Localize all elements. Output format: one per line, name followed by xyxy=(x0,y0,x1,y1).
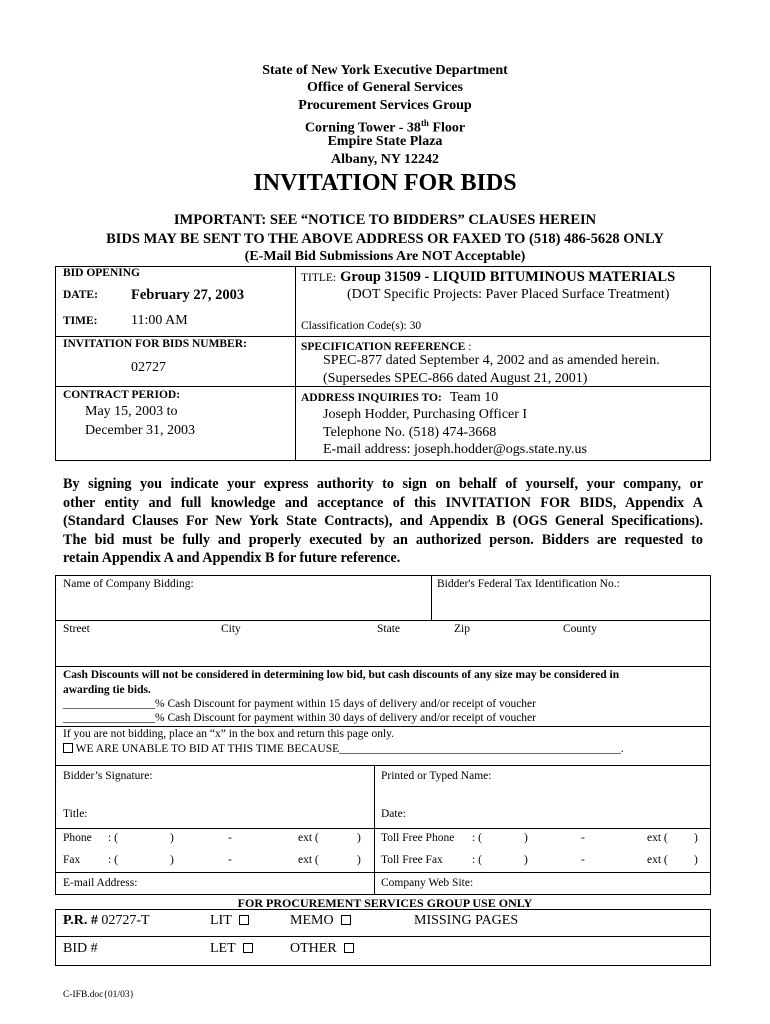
state-field[interactable]: State xyxy=(377,623,400,635)
office-name: Office of General Services xyxy=(307,80,463,95)
group-name: Procurement Services Group xyxy=(298,98,472,113)
email-field[interactable]: E-mail Address: xyxy=(63,877,138,889)
street-field[interactable]: Street xyxy=(63,623,90,635)
plaza-line: Empire State Plaza xyxy=(327,134,443,149)
page-title: INVITATION FOR BIDS xyxy=(253,170,517,196)
spec-line-1: SPEC-877 dated September 4, 2002 and as amended herein. xyxy=(323,353,660,368)
ifb-number: 02727 xyxy=(131,360,166,375)
memo-option: MEMO xyxy=(290,913,351,929)
notice-important: IMPORTANT: SEE “NOTICE TO BIDDERS” CLAUSES HEREIN xyxy=(173,212,597,228)
city-line: Albany, NY 12242 xyxy=(330,152,439,167)
city-field[interactable]: City xyxy=(221,623,241,635)
let-checkbox[interactable] xyxy=(243,943,253,953)
company-name-field[interactable]: Name of Company Bidding: xyxy=(63,578,194,590)
notice-fax: BIDS MAY BE SENT TO THE ABOVE ADDRESS OR FAXED TO (518) 486-5628 ONLY xyxy=(106,231,664,247)
bid-title-sub: (DOT Specific Projects: Paver Placed Surface Treatment) xyxy=(347,287,670,302)
contact-phone: Telephone No. (518) 474-3668 xyxy=(323,425,497,440)
contract-start: May 15, 2003 to xyxy=(85,404,178,419)
missing-pages: MISSING PAGES xyxy=(414,913,519,928)
office-use-box xyxy=(55,909,711,966)
printed-name-field[interactable]: Printed or Typed Name: xyxy=(381,770,492,782)
time-label: TIME: xyxy=(63,315,98,327)
memo-checkbox[interactable] xyxy=(341,915,351,925)
classification-code: Classification Code(s): 30 xyxy=(301,320,422,332)
county-field[interactable]: County xyxy=(563,623,597,635)
unable-to-bid: WE ARE UNABLE TO BID AT THIS TIME BECAUSE_________________________________________________. xyxy=(63,743,624,755)
cash-discount-30-field[interactable]: ________________% Cash Discount for payment within 30 days of delivery and/or receipt of voucher xyxy=(63,712,536,724)
pr-number: P.R. # 02727-T xyxy=(63,913,150,928)
zip-field[interactable]: Zip xyxy=(454,623,470,635)
signature-field[interactable]: Bidder’s Signature: xyxy=(63,770,153,782)
contact-name: Joseph Hodder, Purchasing Officer I xyxy=(323,407,528,422)
ifb-number-label: INVITATION FOR BIDS NUMBER: xyxy=(63,338,247,350)
website-field[interactable]: Company Web Site: xyxy=(381,877,474,889)
building-line: Corning Tower - 38th Floor xyxy=(304,118,466,136)
inquiries-label: ADDRESS INQUIRIES TO: Team 10 xyxy=(301,390,499,405)
date-label: DATE: xyxy=(63,289,98,301)
bid-title: TITLE: Group 31509 - LIQUID BITUMINOUS MATERIALS xyxy=(301,269,676,285)
contract-end: December 31, 2003 xyxy=(85,423,196,438)
cash-discount-note-cont: awarding tie bids. xyxy=(63,684,151,696)
unable-to-bid-checkbox[interactable] xyxy=(63,743,73,753)
contract-period-label: CONTRACT PERIOD: xyxy=(63,389,181,401)
other-checkbox[interactable] xyxy=(344,943,354,953)
office-use-heading: FOR PROCUREMENT SERVICES GROUP USE ONLY xyxy=(237,896,533,910)
cash-discount-note: Cash Discounts will not be considered in determining low bid, but cash discounts of any size may be considered in xyxy=(63,669,620,681)
lit-option: LIT xyxy=(210,913,249,929)
tax-id-field[interactable]: Bidder's Federal Tax Identification No.: xyxy=(437,578,620,590)
footer-doc-id: C-IFB.doc{01/03} xyxy=(63,990,135,1000)
bid-time: 11:00 AM xyxy=(131,313,188,328)
title-field[interactable]: Title: xyxy=(63,808,88,820)
bid-opening-label: BID OPENING xyxy=(63,267,140,279)
bid-date: February 27, 2003 xyxy=(131,287,245,303)
contact-email: E-mail address: joseph.hodder@ogs.state.ny.us xyxy=(323,442,587,457)
cash-discount-15-field[interactable]: ________________% Cash Discount for payment within 15 days of delivery and/or receipt of voucher xyxy=(63,698,536,710)
bid-number: BID # xyxy=(63,941,98,956)
spec-reference-label: SPECIFICATION REFERENCE : xyxy=(301,341,472,353)
let-option: LET xyxy=(210,941,253,957)
other-option: OTHER xyxy=(290,941,354,957)
authority-paragraph: By signing you indicate your express authority to sign on behalf of yourself, your company, or other entity and full knowledge and acceptance of this INVITATION FOR BIDS, Appendix A (Standard Clauses For New York State Contracts), and Appendix B (OGS General Specifications). The bid must be fully and properly executed by an authorized person. Bidders are requested to retain Appendix A and Appendix B for future reference. xyxy=(63,476,703,566)
spec-line-2: (Supersedes SPEC-866 dated August 21, 2001) xyxy=(323,371,588,386)
lit-checkbox[interactable] xyxy=(239,915,249,925)
not-bidding-instruction: If you are not bidding, place an “x” in the box and return this page only. xyxy=(63,728,395,740)
agency-name: State of New York Executive Department xyxy=(262,63,508,78)
date-field[interactable]: Date: xyxy=(381,808,406,820)
notice-email: (E-Mail Bid Submissions Are NOT Acceptable) xyxy=(244,249,526,264)
